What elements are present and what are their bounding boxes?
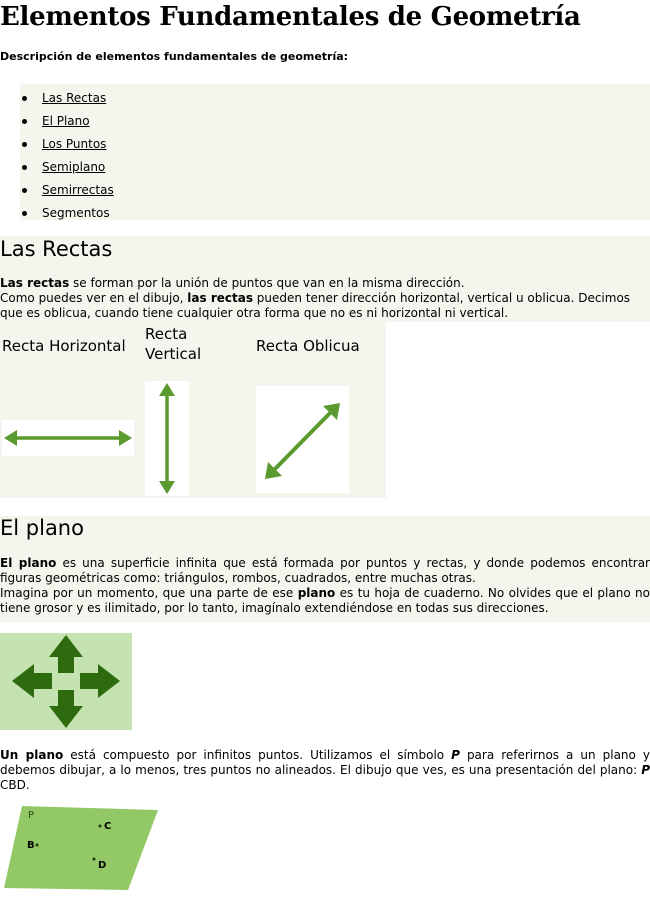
plano-p2-bold: plano [297, 586, 336, 600]
rectas-p2-bold: las rectas [187, 291, 253, 305]
oblique-line-image [256, 386, 349, 493]
rectas-heading: Las Rectas [0, 237, 113, 261]
label-recta-horizontal: Recta Horizontal [2, 337, 126, 355]
plane-diagram-image [0, 796, 162, 896]
plano-points-text [0, 748, 650, 793]
toc-item-plano [20, 113, 114, 136]
plano-p3-end: CBD. [0, 778, 30, 792]
toc-item-semirrectas [20, 182, 114, 205]
toc-link-semirrectas[interactable]: Semirrectas [42, 183, 114, 197]
toc-link-rectas[interactable]: Las Rectas [42, 91, 107, 105]
toc-item-rectas [20, 90, 114, 113]
page-subtitle: Descripción de elementos fundamentales de geometría: [0, 50, 349, 63]
plano-p3-mid: está compuesto por infinitos puntos. Utilizamos el símbolo [63, 748, 452, 762]
rectas-p1-rest: se forman por la unión de puntos que van en la misma dirección. [69, 276, 465, 290]
plane-directions-image [0, 633, 132, 730]
rectas-text [0, 276, 650, 321]
toc-text-segmentos: Segmentos [42, 206, 110, 220]
label-recta-vertical: Recta Vertical [145, 325, 202, 363]
toc-link-puntos[interactable]: Los Puntos [42, 137, 107, 151]
table-of-contents [20, 84, 650, 220]
point-c-label: C [104, 821, 112, 832]
rectas-p1-bold: Las rectas [0, 276, 70, 290]
plane-parallelogram [0, 796, 162, 896]
toc-link-plano[interactable]: El Plano [42, 114, 90, 128]
point-b-dot [36, 844, 39, 847]
rectas-p2-rest: pueden tener dirección horizontal, vertical u oblicua. Decimos que es oblicua, cuando tiene cualquier otra forma que no es ni horizontal ni vertical. [0, 291, 631, 320]
point-d-label: D [98, 860, 107, 871]
plano-heading: El plano [0, 516, 84, 540]
plano-p3-symbol2: P [641, 763, 650, 777]
toc-item-semiplano [20, 159, 114, 182]
horizontal-line-image [2, 420, 134, 456]
point-d-dot [93, 858, 96, 861]
toc-link-semiplano[interactable]: Semiplano [42, 160, 106, 174]
point-b-label: B [27, 840, 35, 851]
plano-p1-bold: El plano [0, 556, 57, 570]
toc-list [20, 90, 114, 228]
toc-item-puntos [20, 136, 114, 159]
vertical-arrow-icon [145, 381, 189, 496]
plano-p2-start: Imagina por un momento, que una parte de ese [0, 586, 298, 600]
vertical-line-image [145, 381, 189, 496]
plano-p1-rest: es una superficie infinita que está formada por puntos y rectas, y donde podemos encontrar figuras geométricas como: triángulos, rombos, cuadrados, entre muchas otras. [0, 556, 650, 585]
plano-text [0, 556, 650, 616]
four-arrows-icon [0, 633, 132, 730]
plano-p3-mid2: para referirnos a un plano y debemos dibujar, a lo menos, tres puntos no alineados. El dibujo que ves, es una presentación del plano: [0, 748, 650, 777]
rectas-p2-start: Como puedes ver en el dibujo, [0, 291, 188, 305]
toc-item-segmentos [20, 205, 114, 228]
plano-p3-bold: Un plano [0, 748, 64, 762]
plane-label: P [28, 810, 35, 821]
oblique-arrow-icon [256, 386, 349, 493]
label-recta-oblicua: Recta Oblicua [256, 337, 360, 355]
horizontal-arrow-icon [2, 420, 134, 456]
plano-p3-symbol: P [451, 748, 460, 762]
point-c-dot [99, 825, 102, 828]
page-title: Elementos Fundamentales de Geometría [0, 2, 581, 32]
plano-p2-rest: es tu hoja de cuaderno. No olvides que el plano no tiene grosor y es ilimitado, por lo tanto, imagínalo extendiéndose en todas sus direcciones. [0, 586, 650, 615]
